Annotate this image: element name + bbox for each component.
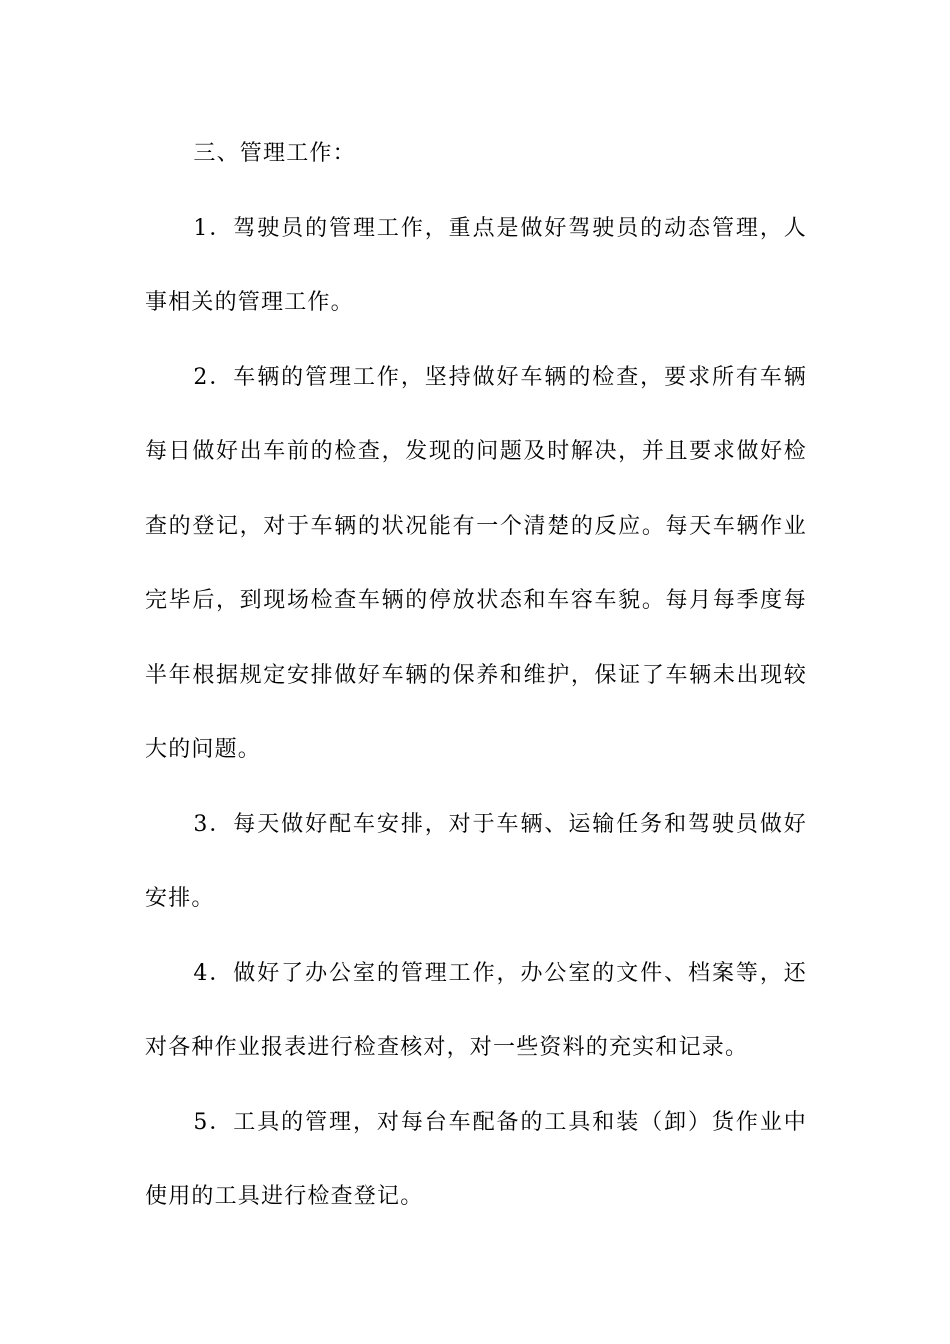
paragraph-vehicle-dispatch: 3．每天做好配车安排，对于车辆、运输任务和驾驶员做好安排。 (145, 811, 807, 911)
document-body (145, 117, 807, 1235)
paragraph-vehicle-management: 2．车辆的管理工作，坚持做好车辆的检查，要求所有车辆每日做好出车前的检查，发现的问题及时解决，并且要求做好检查的登记，对于车辆的状况能有一个清楚的反应。每天车辆作业完毕后，到现场检查车辆的停放状态和车容车貌。每月每季度每半年根据规定安排做好车辆的保养和维护，保证了车辆未出现较大的问题。 (145, 364, 807, 762)
paragraph-office-management: 4．做好了办公室的管理工作，办公室的文件、档案等，还对各种作业报表进行检查核对，对一些资料的充实和记录。 (145, 960, 807, 1060)
section-heading: 三、管理工作： (193, 141, 356, 166)
paragraph-tool-management: 5．工具的管理，对每台车配备的工具和装（卸）货作业中使用的工具进行检查登记。 (145, 1109, 807, 1209)
paragraph-driver-management: 1．驾驶员的管理工作，重点是做好驾驶员的动态管理，人事相关的管理工作。 (145, 215, 807, 315)
